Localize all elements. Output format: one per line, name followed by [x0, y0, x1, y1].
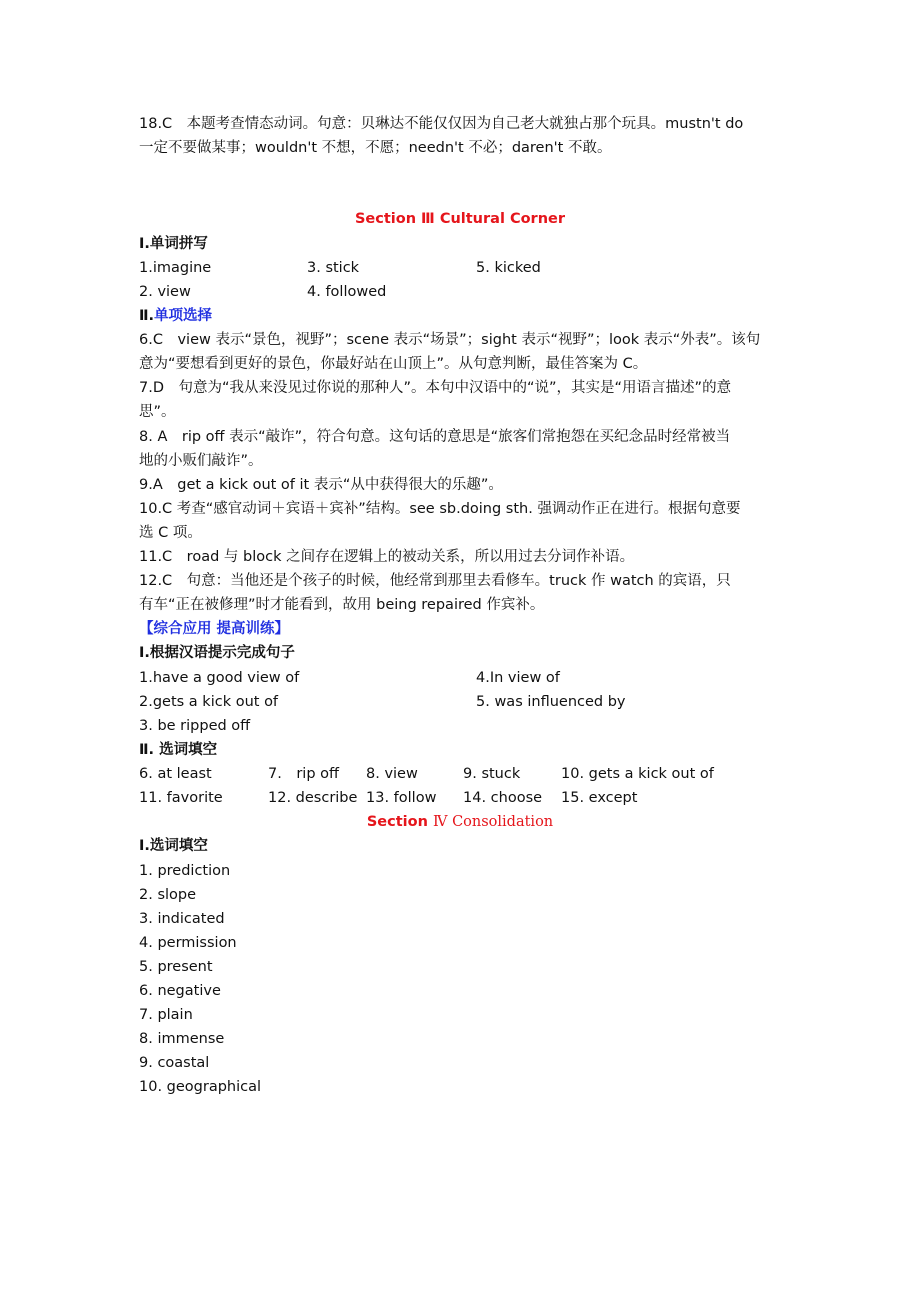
consolidation-item: 4. permission	[139, 935, 237, 951]
sentence-item: 4.In view of	[476, 670, 560, 686]
consolidation-heading: Ⅰ.选词填空	[139, 838, 208, 854]
sentence-item: 2.gets a kick out of	[139, 694, 279, 710]
word-fill-heading: Ⅱ. 选词填空	[139, 742, 218, 758]
word-fill-item: 10. gets a kick out of	[561, 766, 714, 782]
answer-12-line1: 12.C 句意：当他还是个孩子的时候，他经常到那里去看修车。truck 作 watch 的宾语，只	[139, 573, 731, 589]
comprehensive-heading: 【综合应用 提高训练】	[139, 621, 290, 637]
answer-18-line1: 18.C 本题考查情态动词。句意：贝琳达不能仅仅因为自己老大就独占那个玩具。mustn't do	[139, 116, 744, 132]
word-fill-item: 9. stuck	[463, 766, 521, 782]
answer-12-line2: 有车“正在被修理”时才能看到，故用 being repaired 作宾补。	[139, 597, 545, 613]
word-fill-item: 15. except	[561, 790, 638, 806]
consolidation-item: 6. negative	[139, 983, 221, 999]
answer-11-line1: 11.C road 与 block 之间存在逻辑上的被动关系，所以用过去分词作补语。	[139, 549, 635, 565]
consolidation-item: 5. present	[139, 959, 213, 975]
sentence-item: 3. be ripped off	[139, 718, 251, 734]
word-fill-item: 13. follow	[366, 790, 437, 806]
section3-title: Section Ⅲ Cultural Corner	[354, 211, 566, 227]
consolidation-item: 7. plain	[139, 1007, 193, 1023]
spelling-item: 4. followed	[307, 284, 387, 300]
answer-10-line1: 10.C 考查“感官动词＋宾语＋宾补”结构。see sb.doing sth. 强调动作正在进行。根据句意要	[139, 501, 741, 517]
answer-9-line1: 9.A get a kick out of it 表示“从中获得很大的乐趣”。	[139, 477, 503, 493]
spelling-item: 5. kicked	[476, 260, 541, 276]
word-fill-item: 6. at least	[139, 766, 212, 782]
answer-7-line1: 7.D 句意为“我从来没见过你说的那种人”。本句中汉语中的“说”，其实是“用语言描述”的意	[139, 380, 732, 396]
spelling-item: 2. view	[139, 284, 191, 300]
answer-8-line2: 地的小贩们敲诈”。	[139, 453, 263, 469]
section4-title-rest: Ⅳ Consolidation	[432, 814, 554, 830]
word-fill-item: 14. choose	[463, 790, 543, 806]
answer-10-line2: 选 C 项。	[139, 525, 202, 541]
complete-sentences-heading: Ⅰ.根据汉语提示完成句子	[139, 645, 295, 661]
spelling-item: 1.imagine	[139, 260, 212, 276]
single-choice-heading-text: 单项选择	[154, 308, 213, 324]
answer-6-line1: 6.C view 表示“景色，视野”；scene 表示“场景”；sight 表示“视野”；look 表示“外表”。该句	[139, 332, 761, 348]
single-choice-heading	[139, 306, 212, 326]
consolidation-item: 3. indicated	[139, 911, 225, 927]
consolidation-item: 2. slope	[139, 887, 197, 903]
answer-18-line2: 一定不要做某事；wouldn't 不想，不愿；needn't 不必；daren't 不敢。	[139, 140, 612, 156]
answer-7-line2: 思”。	[139, 404, 176, 420]
single-choice-heading-prefix: Ⅱ.	[139, 308, 155, 324]
answer-6-line2: 意为“要想看到更好的景色，你最好站在山顶上”。从句意判断，最佳答案为 C。	[139, 356, 648, 372]
word-fill-item: 12. describe	[268, 790, 358, 806]
spelling-item: 3. stick	[307, 260, 360, 276]
sentence-item: 5. was influenced by	[476, 694, 626, 710]
consolidation-item: 9. coastal	[139, 1055, 210, 1071]
spelling-heading: Ⅰ.单词拼写	[139, 236, 208, 252]
sentence-item: 1.have a good view of	[139, 670, 300, 686]
consolidation-item: 1. prediction	[139, 863, 231, 879]
word-fill-item: 11. favorite	[139, 790, 223, 806]
answer-8-line1: 8. A rip off 表示“敲诈”，符合句意。这句话的意思是“旅客们常抱怨在买纪念品时经常被当	[139, 429, 731, 445]
consolidation-item: 8. immense	[139, 1031, 225, 1047]
word-fill-item: 7. rip off	[268, 766, 339, 782]
section4-title-prefix: Section	[366, 814, 428, 830]
section4-title	[0, 812, 920, 832]
word-fill-item: 8. view	[366, 766, 418, 782]
consolidation-item: 10. geographical	[139, 1079, 262, 1095]
